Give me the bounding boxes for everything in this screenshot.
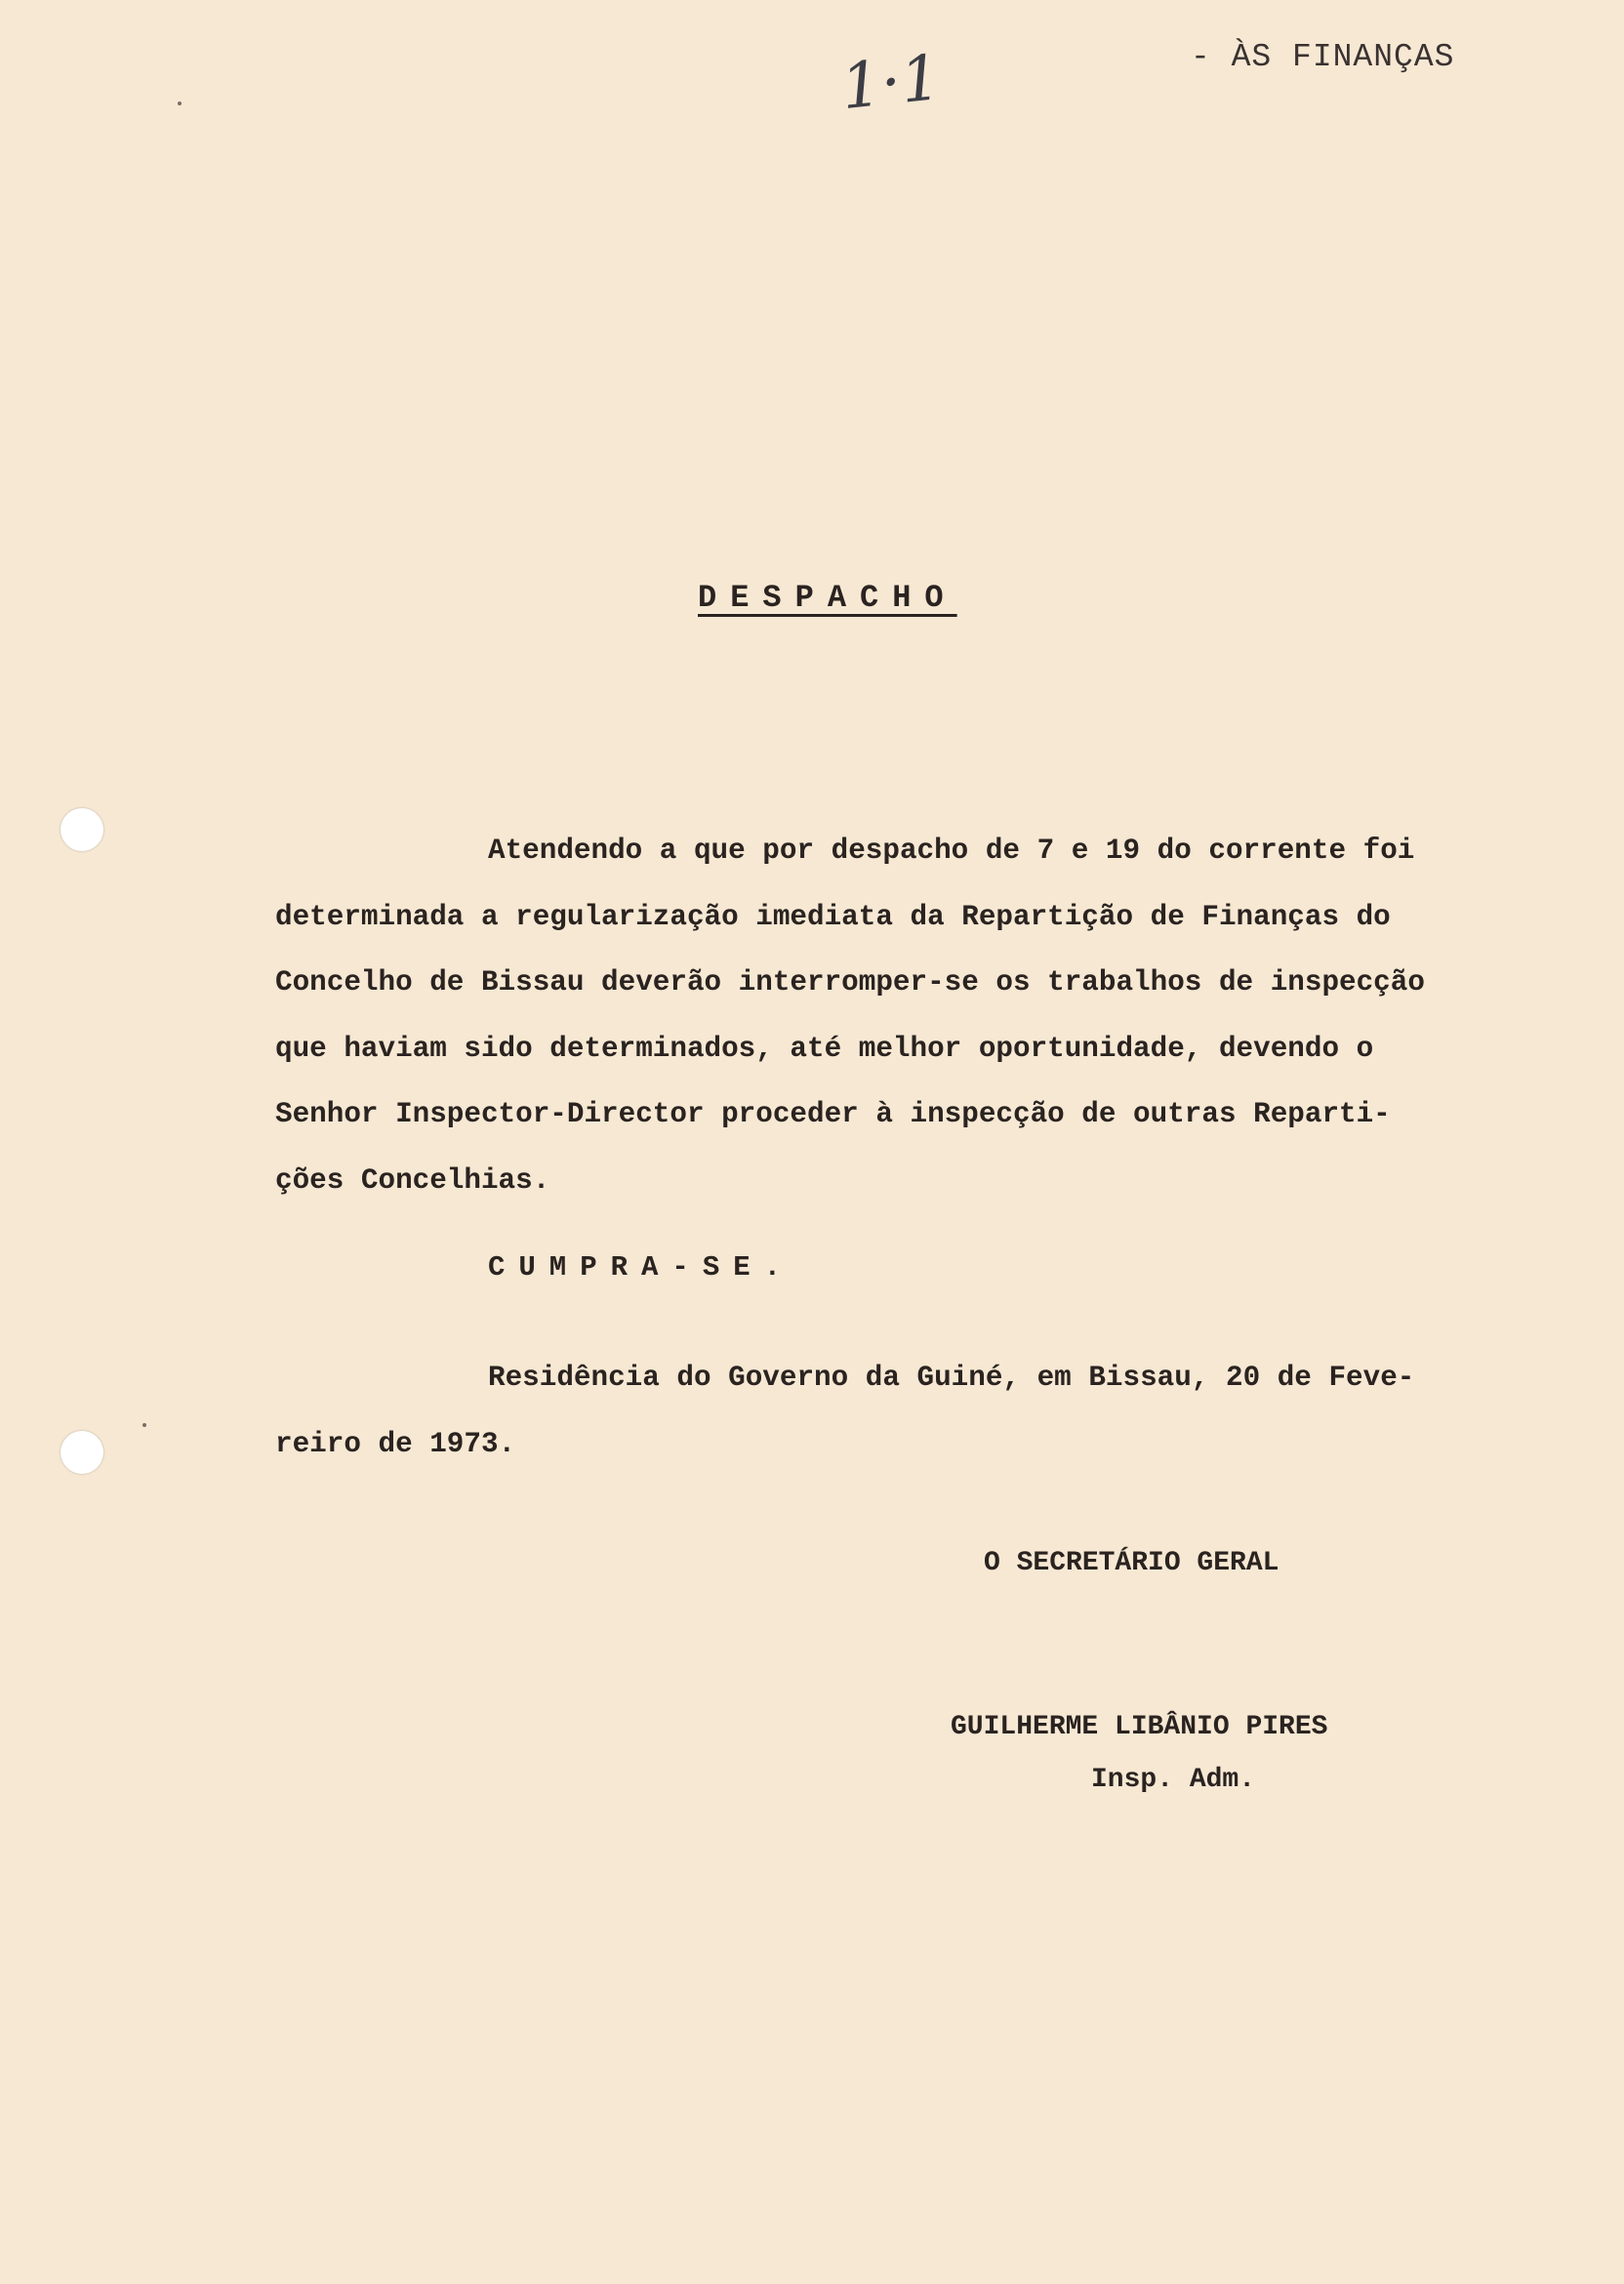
paper-speck: [142, 1423, 146, 1427]
signer-rank: Insp. Adm.: [1091, 1765, 1256, 1795]
body-paragraph: [275, 818, 1476, 1213]
punch-hole: [61, 1431, 103, 1474]
body-line: que haviam sido determinados, até melhor oportunidade, devendo o: [275, 1032, 1374, 1065]
header-note: - ÀS FINANÇAS: [1191, 39, 1455, 75]
document-title: DESPACHO: [698, 580, 957, 616]
body-line: Senhor Inspector-Director proceder à inspecção de outras Reparti-: [275, 1098, 1391, 1130]
body-line: Concelho de Bissau deverão interromper-se os trabalhos de inspecção: [275, 966, 1425, 999]
body-line: ções Concelhias.: [275, 1163, 550, 1197]
body-line: Atendendo a que por despacho de 7 e 19 do corrente foi: [488, 835, 1415, 867]
place-and-date: [275, 1345, 1414, 1477]
signer-title: O SECRETÁRIO GERAL: [984, 1548, 1279, 1578]
signer-name: GUILHERME LIBÂNIO PIRES: [951, 1712, 1328, 1742]
place-date-line: Residência do Governo da Guiné, em Bissau, 20 de Feve-: [488, 1362, 1415, 1394]
handwritten-folio-number: 1·1: [837, 41, 945, 125]
place-date-line: reiro de 1973.: [275, 1427, 516, 1460]
body-line: determinada a regularização imediata da Repartição de Finanças do: [275, 900, 1391, 933]
order-statement: CUMPRA-SE.: [488, 1251, 795, 1284]
paper-speck: [178, 102, 182, 105]
punch-hole: [61, 808, 103, 851]
